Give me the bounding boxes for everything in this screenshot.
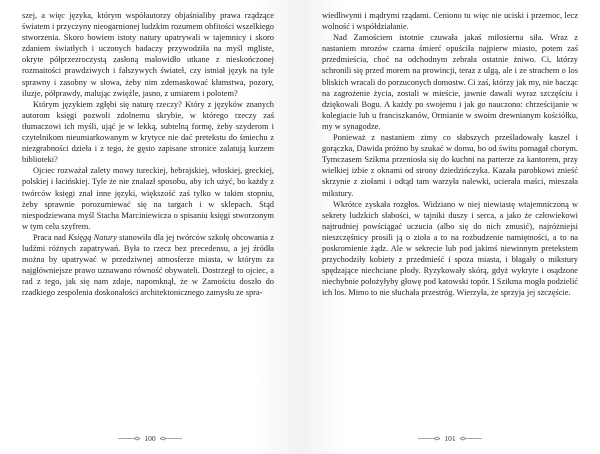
paragraph: Nad Zamościem istotnie czuwała jakaś miłosierna siła. Wraz z nastaniem mrozów czarna śmierć opuściła najpierw miasto, potem zaś przedmieścia, choć na odchodnym zebrała ostatnie żniwo. Ci, którzy schronili się przed morem na prowincji, teraz z ulgą, ale i ze strachem o los bliskich wracali do porzuconych domostw. Ci zaś, którzy jak my, nie bacząc na zagrożenie życia, zostali w mieście, jawnie dawali wyraz szczęściu i dziękowali Bogu. A każdy po swojemu i jak go nauczono: chrześcijanie w kolegiacie lub u franciszkanów, Ormianie w swoim drewnianym kościółku, my w synagodze. <box>322 33 578 131</box>
ornament-icon <box>118 436 140 441</box>
paragraph: Wkrótce zyskała rozgłos. Widziano w niej niewiastę wtajemniczoną w sekrety ludzkich słabości, w tajniki duszy i serca, a jako że człowiekowi najtrudniej powściągać uczucia (albo się do nich zmusić), najróżniejsi nieszczęśnicy prosili ją o zioła a to na rozbudzenie namiętności, a to na poskromienie żądz. Ale w sekrecie lub pod jakimś niewinnym pretekstem przychodziły kobiety z przedmieść i spoza miasta, i błagały o mikstury spędzające niechciane płody. Ryzykowały skórą, gdyż wykryte i osądzone niechybnie położyłyby głowę pod katowski topór. I Szikma mogła podzielić ich los. Mimo to nie słuchała przestróg. Wierzyła, że sprzyja jej szczęście. <box>322 199 578 298</box>
paragraph: Ponieważ z nastaniem zimy co słabszych prześladowały kaszel i gorączka, Dawida próżno by szukać w domu, bo od świtu pomagał chorym. Tymczasem Szikma przeniosła się do kuchni na parterze za kantorem, przy wielkiej izbie z oknami od strony dziedzińczyka. Kazała parobkowi znieść skrzynie z ziołami i odtąd tam warzyła nalewki, ucierała maści, mieszała mikstury. <box>322 133 578 198</box>
paragraph <box>22 232 274 299</box>
right-page-body <box>322 10 578 298</box>
left-page-body <box>22 10 274 298</box>
right-page <box>300 0 600 454</box>
page-footer <box>0 434 300 443</box>
page-number: 100 <box>144 434 156 443</box>
page-number: 101 <box>444 434 456 443</box>
book-title: Księgą Natury <box>68 232 117 242</box>
page-footer <box>300 434 600 443</box>
paragraph: wiedliwymi i mądrymi rządami. Ceniono tu więc nie uciski i przemoc, lecz wolność i współdziałanie. <box>322 11 578 32</box>
ornament-icon <box>460 436 482 441</box>
paragraph: Którym językiem zgłębi się naturę rzeczy? Który z języków znanych autorom księgi pozwoli zdolnemu skrybie, w którego rzeczy zaś tłumaczowi ich myśli, ująć je w lekką, subtelną formę, żeby szyderom i czytelnikom nieumiarkowanym w krytyce nie dać pretekstu do śmiechu z niezgrabności dzieła i z tego, że gęsto zapisane stronice zalatują kurzem biblioteki? <box>22 99 274 165</box>
text-run: stanowiła dla jej twórców szkołę obcowania z ludźmi różnych zapatrywań. Była to rzecz bez precedensu, a jej źródła można by upatrywać w przedziwnej atmosferze miasta, w którym za najgłówniejsze prawo uznawano równość obywateli. Dostrzegł to ojciec, a rad z tego, jak się nam zdaje, napomknął, że w Zamościu doszło do rzadkiego zespolenia doskonałości architektonicznego zamysłu ze spra- <box>22 232 274 298</box>
paragraph: Ojciec rozważał zalety mowy tureckiej, hebrajskiej, włoskiej, greckiej, polskiej i łacińskiej. Tyle że nie znalazł sposobu, aby ich użyć, bo każdy z twórców księgi znał inne języki, większość zaś tylko w takim stopniu, żeby sprawnie porozumiewać się na targach i w sklepach. Stąd niespodziewana myśl Stacha Marciniewicza o spisaniu księgi stworzonym w tym celu szyfrem. <box>22 166 274 231</box>
ornament-icon <box>418 436 440 441</box>
text-run: Praca nad <box>33 232 69 242</box>
ornament-icon <box>160 436 182 441</box>
paragraph: szej, a więc języka, którym współautorzy objaśnialiby prawa rządzące światem i przyczyny nieogarnionej ludzkim rozumem obfitości wszelkiego stworzenia. Skoro bowiem istoty natury upatrywali w tajemnicy i skoro zdaniem światłych i uczonych badaczy przywodziła na myśl mgliste, okryte półprzezroczystą zasłoną malowidło utkane z nieskończonej rozmaitości prawdziwych i fałszywych świateł, czy istniał język na tyle sprawny i zasobny w słowa, żeby nim zdemaskować kłamstwa, pozory, iluzje, półprawdy, malując zwięźle, jasno, z umiarem i polotem? <box>22 11 274 98</box>
